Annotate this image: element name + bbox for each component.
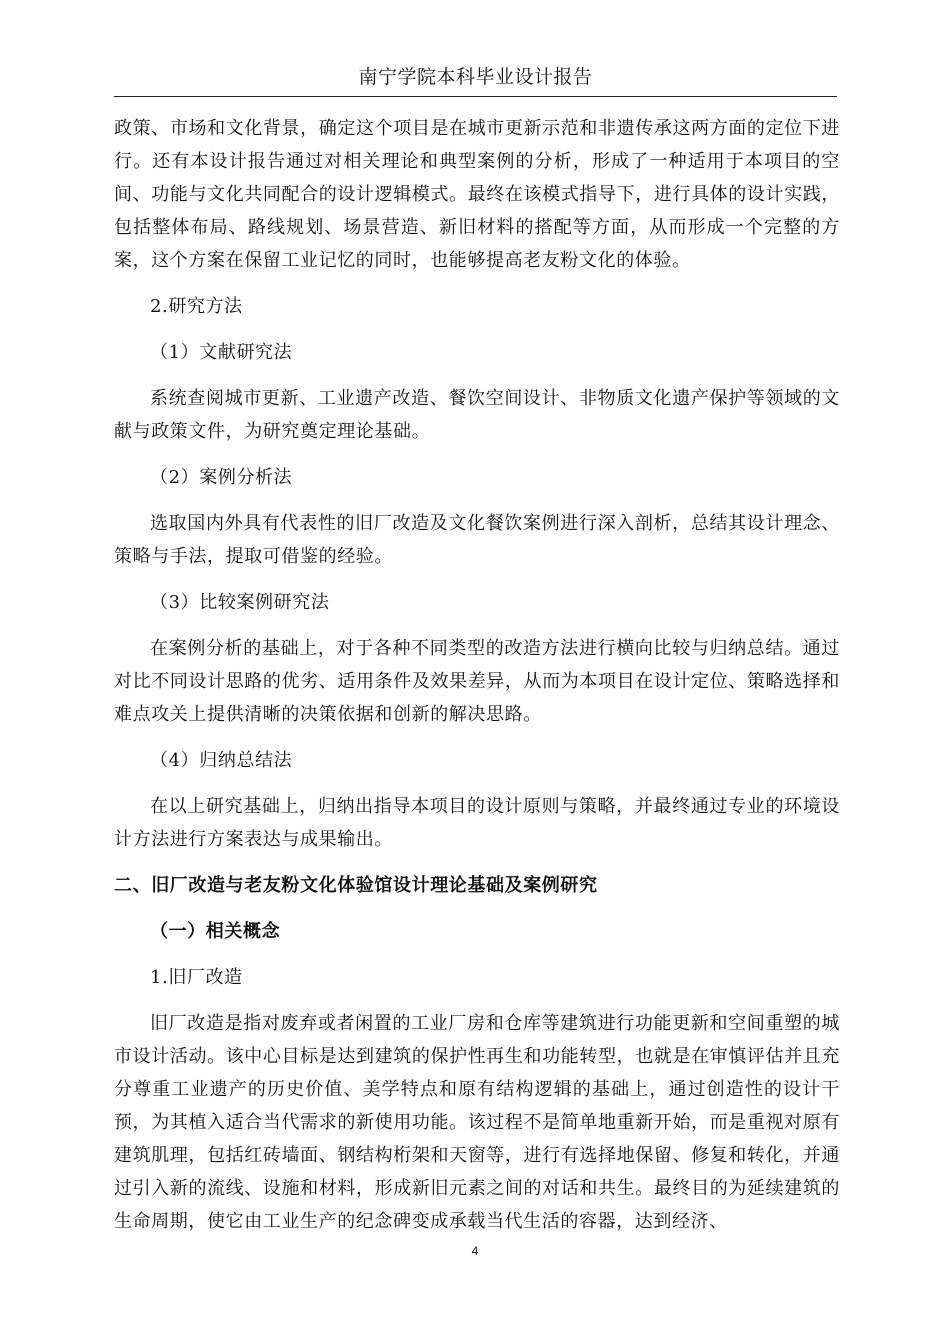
method-comparative-heading: （3）比较案例研究法: [150, 592, 330, 613]
method-literature-heading: （1）文献研究法: [150, 342, 293, 363]
intro-continuation-paragraph: 政策、市场和文化背景，确定这个项目是在城市更新示范和非遗传承这两方面的定位下进行。还有本设计报告通过对相关理论和典型案例的分析，形成了一种适用于本项目的空间、功能与文化共同配合的设计逻辑模式。最终在该模式指导下，进行具体的设计实践，包括整体布局、路线规划、场景营造、新旧材料的搭配等方面，从而形成一个完整的方案，这个方案在保留工业记忆的同时，也能够提高老友粉文化的体验。: [114, 118, 840, 271]
document-body: [114, 112, 840, 1251]
page-header-title: 南宁学院本科毕业设计报告: [358, 66, 593, 88]
method-case-analysis-heading: （2）案例分析法: [150, 467, 293, 488]
chapter-two-heading: 二、旧厂改造与老友粉文化体验馆设计理论基础及案例研究: [114, 875, 598, 896]
header-divider: [114, 96, 837, 97]
method-comparative-paragraph: 在案例分析的基础上，对于各种不同类型的改造方法进行横向比较与归纳总结。通过对比不同设计思路的优劣、适用条件及效果差异，从而为本项目在设计定位、策略选择和难点攻关上提供清晰的决策依据和创新的解决思路。: [114, 638, 840, 725]
section-concepts-heading: （一）相关概念: [150, 921, 281, 942]
research-methods-heading: 2.研究方法: [150, 296, 243, 317]
method-induction-paragraph: 在以上研究基础上，归纳出指导本项目的设计原则与策略，并最终通过专业的环境设计方法进行方案表达与成果输出。: [114, 796, 840, 850]
method-literature-paragraph: 系统查阅城市更新、工业遗产改造、餐饮空间设计、非物质文化遗产保护等领域的文献与政策文件，为研究奠定理论基础。: [114, 388, 840, 442]
concept-factory-renovation-paragraph: 旧厂改造是指对废弃或者闲置的工业厂房和仓库等建筑进行功能更新和空间重塑的城市设计活动。该中心目标是达到建筑的保护性再生和功能转型，也就是在审慎评估并且充分尊重工业遗产的历史价值、美学特点和原有结构逻辑的基础上，通过创造性的设计干预，为其植入适合当代需求的新使用功能。该过程不是简单地重新开始，而是重视对原有建筑肌理，包括红砖墙面、钢结构桁架和天窗等，进行有选择地保留、修复和转化，并通过引入新的流线、设施和材料，形成新旧元素之间的对话和共生。最终目的为延续建筑的生命周期，使它由工业生产的纪念碑变成承载当代生活的容器，达到经济、: [114, 1013, 840, 1232]
method-case-analysis-paragraph: 选取国内外具有代表性的旧厂改造及文化餐饮案例进行深入剖析，总结其设计理念、策略与手法，提取可借鉴的经验。: [114, 513, 840, 567]
page-number: 4: [471, 1244, 479, 1258]
method-induction-heading: （4）归纳总结法: [150, 750, 293, 771]
concept-factory-renovation-heading: 1.旧厂改造: [150, 967, 243, 988]
